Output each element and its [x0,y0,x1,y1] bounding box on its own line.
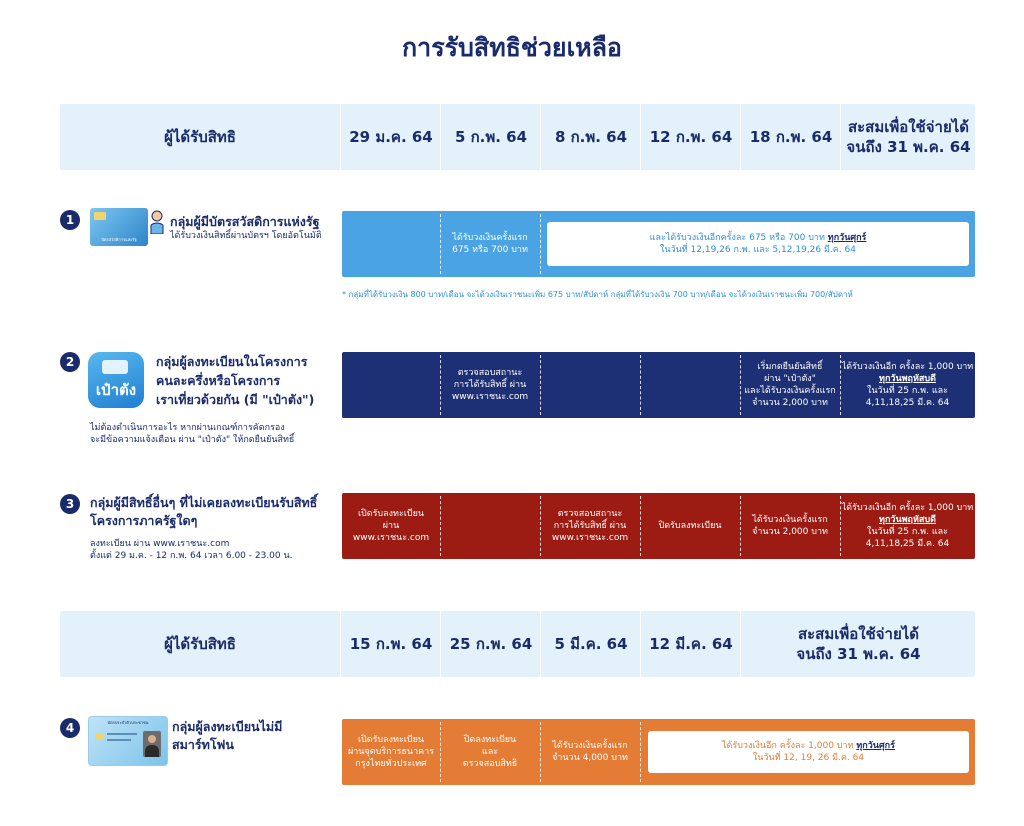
paotang-app-icon [88,352,144,408]
header-label: ผู้ได้รับสิทธิ [164,635,236,653]
group2-title-line3: เราเที่ยวด้วยกัน (มี "เป๋าตัง") [156,392,315,407]
group2-confirm-line2: ผ่าน "เป๋าตัง" [764,374,816,384]
header-accumulate [842,104,975,170]
group-number-2: 2 [60,352,80,372]
group3-open-line3: www.เราชนะ.com [352,533,430,543]
header-accumulate-line1: สะสมเพื่อใช้จ่ายได้ [847,118,970,136]
group-number-4: 4 [60,718,80,738]
group-number-3: 3 [60,494,80,514]
group3-desc [90,538,293,562]
group3-weekly-day: ทุกวันพฤหัสบดี [879,515,936,525]
group4-timeline-bar [342,719,975,785]
group2-check-status [440,352,540,418]
group2-desc-line1: ไม่ต้องดำเนินการอะไร หากผ่านเกณฑ์การคัดกรอง [90,423,285,433]
group2-weekly-payment [840,352,975,418]
header-row-2 [60,611,975,677]
group2-weekly-line3: ในวันที่ 25 ก.พ. และ [867,386,948,396]
group3-title [90,494,317,530]
group2-check-line3: www.เราชนะ.com [451,392,529,402]
group3-desc-line2: ตั้งแต่ 29 ม.ค. - 12 ก.พ. 64 เวลา 6.00 - 23.00 น. [90,551,293,561]
group3-open-line1: เปิดรับลงทะเบียน [357,509,425,519]
group3-timeline-bar [342,493,975,559]
group2-title-line1: กลุ่มผู้ลงทะเบียนในโครงการ [156,354,308,369]
header-date: 29 ม.ค. 64 [349,128,433,146]
group4-first-line2: จำนวน 4,000 บาท [552,753,628,763]
group2-timeline-bar [342,352,975,418]
header-row-1 [60,104,975,170]
group4-open-line1: เปิดรับลงทะเบียน [357,735,425,745]
id-card-image [88,716,168,766]
group1-desc: ได้รับวงเงินสิทธิ์ผ่านบัตรฯ โดยอัตโนมัติ [170,231,322,241]
group3-check-status [540,493,640,559]
header-date: 5 ก.พ. 64 [454,128,528,146]
group2-weekly-line4: 4,11,18,25 มี.ค. 64 [865,398,950,408]
group4-title [172,718,282,754]
group1-first-payment-line2: 675 หรือ 700 บาท [452,245,528,255]
group1-footnote: * กลุ่มที่ได้รับวงเงิน 800 บาท/เดือน จะได้วงเงินเราชนะเพิ่ม 675 บาท/สัปดาห์ กลุ่มที่ได้รับวงเงิน 700 บาท/เดือน จะได้วงเงินเราชนะเพิ่ม 700/สัปดาห์ [342,290,853,299]
page-title: การรับสิทธิช่วยเหลือ [402,33,622,62]
header-date: 8 ก.พ. 64 [554,128,628,146]
group3-weekly-line3: ในวันที่ 25 ก.พ. และ [867,527,948,537]
group1-pill-dates: ในวันที่ 12,19,26 ก.พ. และ 5,12,19,26 มี.ค. 64 [660,245,856,255]
person-icon [150,210,164,234]
header-label: ผู้ได้รับสิทธิ [164,128,236,146]
group3-open-registration [342,493,440,559]
header-date: 12 มี.ค. 64 [649,635,733,653]
paotang-icon-label: เป๋าตัง [95,381,137,399]
header-date: 15 ก.พ. 64 [349,635,433,653]
group2-confirm-line1: เริ่มกดยืนยันสิทธิ์ [757,362,823,372]
group3-title-line2: โครงการภาครัฐใดๆ [90,513,198,528]
group4-pill-text: ได้รับวงเงินอีก ครั้งละ 1,000 บาท [722,741,857,751]
group3-close-registration: ปิดรับลงทะเบียน [658,521,722,531]
group2-title-line2: คนละครึ่งหรือโครงการ [156,373,281,388]
group4-close-registration [440,719,540,785]
group4-first-line1: ได้รับวงเงินครั้งแรก [552,741,628,751]
group4-first-payment [540,719,640,785]
group4-close-line2: และ [481,747,499,757]
group1-title: กลุ่มผู้มีบัตรสวัสดิการแห่งรัฐ [170,214,320,229]
group3-first-line2: จำนวน 2,000 บาท [752,527,828,537]
group2-check-line1: ตรวจสอบสถานะ [457,368,523,378]
group1-pill-weekday: ทุกวันศุกร์ [827,233,867,243]
welfare-card-image [90,208,148,246]
welfare-card-text: บัตรสวัสดิการแห่งรัฐ [101,237,137,242]
group2-title [156,352,314,409]
group4-open-line2: ผ่านจุดบริการธนาคาร [347,747,435,757]
group4-open-line3: กรุงไทยทั่วประเทศ [355,759,427,769]
header-accumulate-line2: จนถึง 31 พ.ค. 64 [796,645,921,663]
group3-desc-line1: ลงทะเบียน ผ่าน www.เราชนะ.com [90,539,230,549]
group4-weekly-payment-pill [648,731,969,773]
group1-timeline-bar [342,211,975,277]
group4-close-line3: ตรวจสอบสิทธิ [462,759,518,769]
group3-check-line2: การได้รับสิทธิ์ ผ่าน [553,521,627,531]
header-date: 18 ก.พ. 64 [749,128,833,146]
group3-first-payment [740,493,840,559]
header-accumulate-line2: จนถึง 31 พ.ค. 64 [846,138,971,156]
group3-weekly-payment [840,493,975,559]
group3-title-line1: กลุ่มผู้มีสิทธิ์อื่นๆ ที่ไม่เคยลงทะเบียนรับสิทธิ์ [90,495,318,510]
group2-confirm-rights [740,352,840,418]
group3-check-line1: ตรวจสอบสถานะ [557,509,623,519]
group2-confirm-line3: และได้รับวงเงินครั้งแรก [744,386,836,396]
header-accumulate-line1: สะสมเพื่อใช้จ่ายได้ [797,625,920,643]
header-date: 5 มี.ค. 64 [554,635,628,653]
group1-first-payment-line1: ได้รับวงเงินครั้งแรก [452,233,528,243]
group3-check-line3: www.เราชนะ.com [551,533,629,543]
group3-open-line2: ผ่าน [382,521,400,531]
header-accumulate [742,611,975,677]
group4-pill-dates: ในวันที่ 12, 19, 26 มี.ค. 64 [752,753,865,763]
group4-pill-weekday: ทุกวันศุกร์ [856,741,895,751]
group1-weekly-payment-pill [547,222,969,266]
group3-weekly-line1: ได้รับวงเงินอีก ครั้งละ 1,000 บาท [841,503,974,513]
group2-check-line2: การได้รับสิทธิ์ ผ่าน [453,380,527,390]
id-card-photo [143,731,161,757]
group2-desc-line2: จะมีข้อความแจ้งเตือน ผ่าน "เป๋าตัง" ให้กดยืนยันสิทธิ์ [90,435,295,445]
group4-title-line1: กลุ่มผู้ลงทะเบียนไม่มี [172,719,283,734]
group3-first-line1: ได้รับวงเงินครั้งแรก [752,515,828,525]
group-number-1: 1 [60,210,80,230]
group2-weekly-line1: ได้รับวงเงินอีก ครั้งละ 1,000 บาท [841,362,974,372]
group2-desc [90,422,294,446]
group4-close-line1: ปิดลงทะเบียน [463,735,517,745]
group4-open-registration [342,719,440,785]
group3-weekly-line4: 4,11,18,25 มี.ค. 64 [865,539,950,549]
group4-title-line2: สมาร์ทโฟน [172,737,234,752]
group1-first-payment [440,211,540,277]
group2-weekly-day: ทุกวันพฤหัสบดี [879,374,936,384]
id-card-text: บัตรประจำตัวประชาชน [107,720,149,725]
group2-confirm-line4: จำนวน 2,000 บาท [752,398,828,408]
header-date: 25 ก.พ. 64 [449,635,533,653]
group1-pill-text: และได้รับวงเงินอีกครั้งละ 675 หรือ 700 บาท [649,233,828,243]
header-date: 12 ก.พ. 64 [649,128,733,146]
